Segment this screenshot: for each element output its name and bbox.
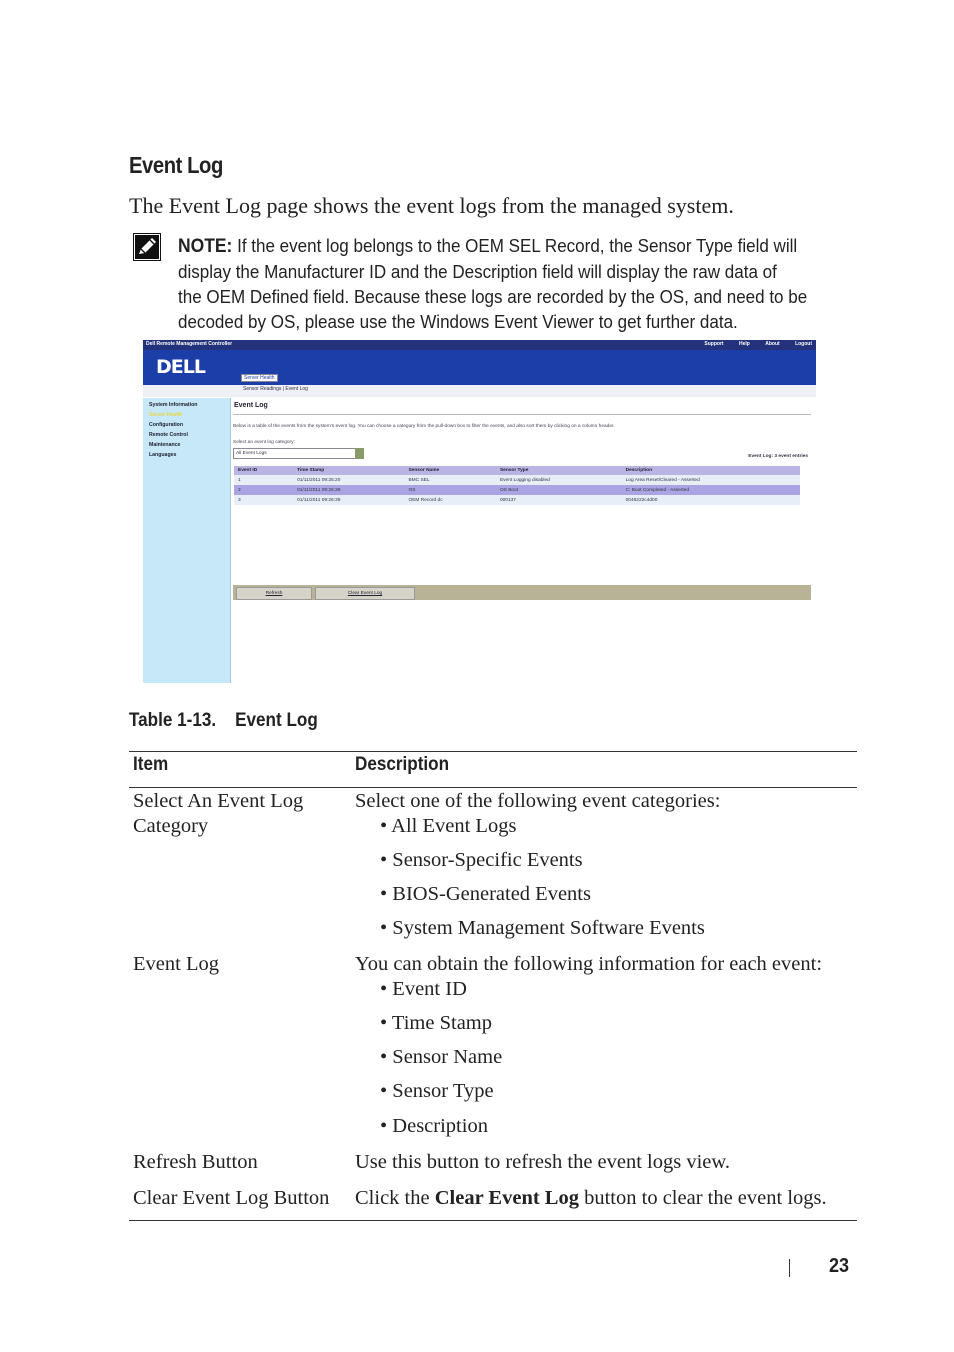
- chevron-down-icon[interactable]: [355, 448, 364, 459]
- note-block: [178, 233, 813, 334]
- list-item: • Event ID: [380, 978, 467, 1000]
- page-number: 23: [829, 1255, 850, 1277]
- row-item: Refresh Button: [133, 1151, 258, 1173]
- note-label: NOTE:: [178, 236, 233, 257]
- sidebar-item-maintenance[interactable]: Maintenance: [149, 442, 181, 448]
- list-item: • All Event Logs: [380, 815, 517, 837]
- sidebar-item-remote-control[interactable]: Remote Control: [149, 432, 188, 438]
- table-cell: 000137: [496, 495, 622, 505]
- table-top-rule: [129, 751, 857, 752]
- desc-text: button to clear the event logs.: [578, 1187, 827, 1209]
- clear-event-log-button[interactable]: Clear Event Log: [315, 587, 415, 600]
- table-cell: 2: [234, 485, 293, 495]
- refresh-button[interactable]: Refresh: [236, 587, 312, 600]
- column-header[interactable]: Sensor Name: [404, 466, 495, 475]
- top-links: [690, 341, 812, 347]
- column-header-description: Description: [355, 754, 450, 775]
- subtabs[interactable]: Sensor Readings | Event Log: [243, 386, 308, 392]
- row-item: Select An Event Log: [133, 790, 304, 812]
- column-header-item: Item: [133, 754, 169, 775]
- logout-link[interactable]: Logout: [795, 341, 812, 347]
- note-line: If the event log belongs to the OEM SEL Record, the Sensor Type field will: [232, 235, 798, 256]
- tab-server-health[interactable]: Server Health: [241, 374, 278, 382]
- table-row: [234, 485, 800, 495]
- button-bar: [233, 585, 811, 600]
- list-item: • Sensor-Specific Events: [380, 849, 583, 871]
- sidebar-item-languages[interactable]: Languages: [149, 452, 177, 458]
- table-row: [234, 495, 800, 505]
- table-cell: C: Boot Completed - Asserted: [622, 485, 800, 495]
- list-item: • Description: [380, 1115, 488, 1137]
- sidebar-item-server-health[interactable]: Server Health: [149, 412, 183, 418]
- support-link[interactable]: Support: [704, 341, 724, 347]
- list-item: • Time Stamp: [380, 1012, 492, 1034]
- category-select[interactable]: All Event Logs: [233, 448, 363, 459]
- intro-paragraph: The Event Log page shows the event logs from the managed system.: [129, 193, 734, 218]
- event-table: [234, 466, 800, 505]
- sidebar-item-system-information[interactable]: System Information: [149, 402, 198, 408]
- row-item: Clear Event Log Button: [133, 1187, 330, 1209]
- table-cell: 01/11/2011 09:25:20: [293, 475, 404, 485]
- help-link[interactable]: Help: [738, 341, 750, 347]
- row-description: You can obtain the following information for each event:: [355, 953, 823, 975]
- row-description: Use this button to refresh the event logs view.: [355, 1151, 730, 1173]
- note-line: the OEM Defined field. Because these logs are recorded by the OS, and need to be: [178, 286, 808, 307]
- event-log-screenshot: [143, 340, 816, 683]
- main-panel: [231, 398, 816, 683]
- note-line: decoded by OS, please use the Windows Event Viewer to get further data.: [178, 311, 738, 332]
- column-header[interactable]: Sensor Type: [496, 466, 622, 475]
- table-cell: OEM Record dc: [404, 495, 495, 505]
- row-description: Select one of the following event categories:: [355, 790, 721, 812]
- table-cell: OS: [404, 485, 495, 495]
- desc-bold-text: Clear Event Log: [434, 1187, 579, 1209]
- about-link[interactable]: About: [765, 341, 780, 347]
- dell-logo: DELL: [156, 356, 205, 378]
- column-header[interactable]: Event ID: [234, 466, 293, 475]
- table-cell: Log Area Reset/Cleared - Asserted: [622, 475, 800, 485]
- sidebar: [143, 398, 231, 683]
- category-label: Select an event log category:: [233, 440, 295, 445]
- sidebar-item-configuration[interactable]: Configuration: [149, 422, 183, 428]
- row-item: Event Log: [133, 953, 219, 975]
- page-description: Below is a table of the events from the system's event log. You can choose a category from the pull-down box to filter the events, and also sort them by clicking on a column header.: [233, 424, 615, 429]
- table-caption: Table 1-13. Event Log: [129, 710, 318, 731]
- pencil-note-icon: [133, 233, 161, 261]
- column-header[interactable]: Description: [622, 466, 800, 475]
- table-cell: 1: [234, 475, 293, 485]
- page-number-divider: [789, 1259, 790, 1277]
- app-title: Dell Remote Management Controller: [146, 341, 233, 347]
- table-cell: 01/11/2011 09:26:39: [293, 495, 404, 505]
- table-cell: BMC SEL: [404, 475, 495, 485]
- row-description: [355, 1187, 827, 1210]
- table-header-rule: [129, 787, 857, 788]
- title-divider: [233, 414, 811, 415]
- page-title: Event Log: [234, 402, 268, 409]
- list-item: • System Management Software Events: [380, 917, 705, 939]
- table-cell: 01/11/2011 09:26:39: [293, 485, 404, 495]
- column-header[interactable]: Time Stamp: [293, 466, 404, 475]
- list-item: • BIOS-Generated Events: [380, 883, 591, 905]
- note-line: display the Manufacturer ID and the Description field will display the raw data of: [178, 261, 777, 282]
- table-cell: 3: [234, 495, 293, 505]
- desc-text: Click the: [355, 1187, 435, 1209]
- table-cell: 0046222c4d00: [622, 495, 800, 505]
- list-item: • Sensor Type: [380, 1080, 494, 1102]
- table-cell: OS Boot: [496, 485, 622, 495]
- entry-count: Event Log: 3 event entries: [748, 454, 808, 459]
- table-bottom-rule: [129, 1220, 857, 1221]
- section-heading: Event Log: [129, 152, 223, 178]
- table-row: [234, 475, 800, 485]
- row-item: Category: [133, 815, 209, 837]
- table-cell: Event Logging disabled: [496, 475, 622, 485]
- list-item: • Sensor Name: [380, 1046, 503, 1068]
